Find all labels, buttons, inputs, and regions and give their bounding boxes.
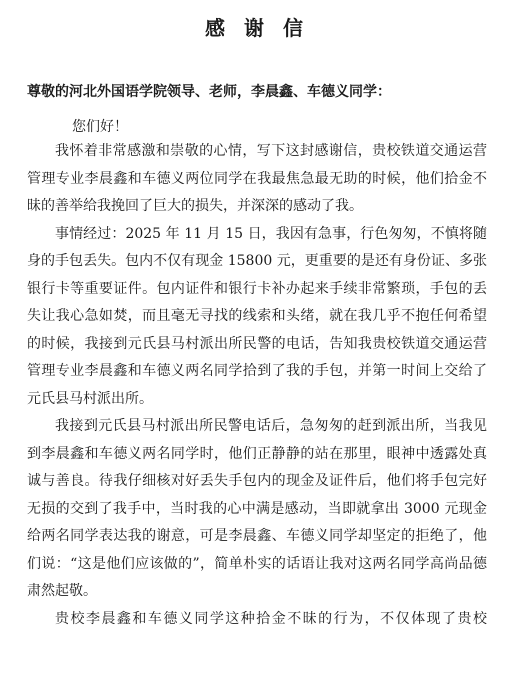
paragraph-praise: 贵校李晨鑫和车德义同学这种拾金不昧的行为，不仅体现了贵校 — [55, 610, 487, 627]
paragraph-incident: 事情经过：2025 年 11 月 15 日，我因有急事，行色匆匆，不慎将随身的手包丢失。包内不仅有现金 15800 元，更重要的是还有身份证、多张银行卡等重要证件。包内证件和银行卡补办起来手续非常繁琐，手包的丢失让我心急如焚，而且毫无寻找的线索和头绪，就在我几乎不抱任何希望的时候，我接到元氏县马村派出所民警的电话，告知我贵校铁道交通运营管理专业李晨鑫和车德义两名同学拾到了我的手包，并第一时间上交给了元氏县马村派出所。 — [27, 225, 487, 407]
letter-title: 感 谢 信 — [205, 16, 309, 40]
greeting: 您们好！ — [72, 119, 128, 135]
paragraph-return: 我接到元氏县马村派出所民警电话后，急匆匆的赶到派出所，当我见到李晨鑫和车德义两名同学时，他们正静静的站在那里，眼神中透露处真诚与善良。待我仔细核对好丢失手包内的现金及证件后，他们将手包完好无损的交到了我手中，当时我的心中满是感动，当即就拿出 3000 元现金给两名同学表达我的谢意，可是李晨鑫、车德义同学却坚定的拒绝了，他们说：“这是他们应该做的”，简单朴实的话语让我对这两名同学高尚品德肃然起敬。 — [27, 418, 487, 599]
salutation: 尊敬的河北外国语学院领导、老师，李晨鑫、车德义同学： — [27, 84, 391, 100]
paragraph-gratitude: 我怀着非常感激和崇敬的心情，写下这封感谢信，贵校铁道交通运营管理专业李晨鑫和车德义两位同学在我最焦急最无助的时候，他们拾金不昧的善举给我挽回了巨大的损失，并深深的感动了我。 — [27, 143, 487, 214]
